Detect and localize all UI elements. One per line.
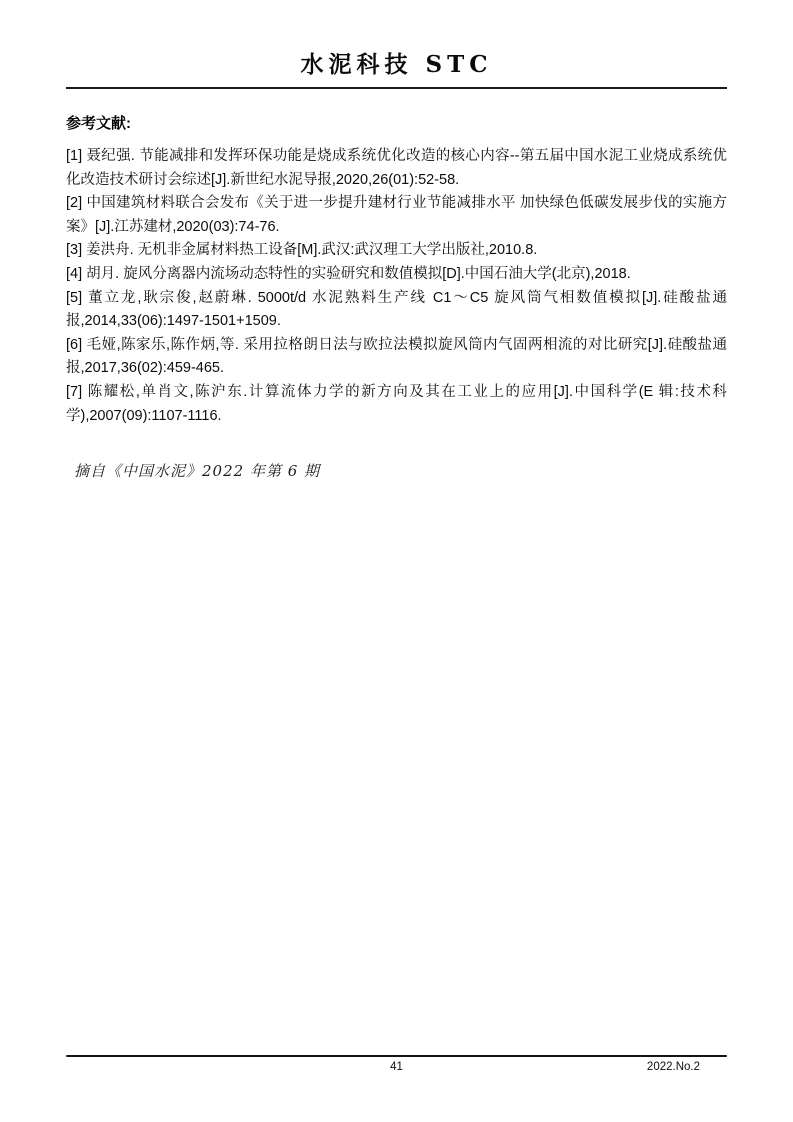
references-heading: 参考文献: xyxy=(66,115,131,132)
reference-item: [4] 胡月. 旋风分离器内流场动态特性的实验研究和数值模拟[D].中国石油大学(北京),2018. xyxy=(66,265,631,282)
reference-item: [7] 陈耀松,单肖文,陈沪东.计算流体力学的新方向及其在工业上的应用[J].中国科学(E 辑:技术科学),2007(09):1107-1116. xyxy=(66,383,727,424)
footer-page-number: 41 xyxy=(390,1061,403,1073)
page-content xyxy=(66,113,727,481)
header-rule xyxy=(66,87,727,89)
reference-item: [5] 董立龙,耿宗俊,赵蔚琳. 5000t/d 水泥熟料生产线 C1～C5 旋风筒气相数值模拟[J].硅酸盐通报,2014,33(06):1497-1501+1509. xyxy=(66,289,727,330)
journal-masthead-title: 水泥科技 STC xyxy=(300,51,493,78)
source-note: 摘自《中国水泥》2022 年第 6 期 xyxy=(74,462,321,481)
footer-issue-label: 2022.No.2 xyxy=(646,1061,700,1073)
reference-item: [2] 中国建筑材料联合会发布《关于进一步提升建材行业节能减排水平 加快绿色低碳发展步伐的实施方案》[J].江苏建材,2020(03):74-76. xyxy=(66,195,727,235)
reference-item: [6] 毛娅,陈家乐,陈作炳,等. 采用拉格朗日法与欧拉法模拟旋风筒内气固两相流的对比研究[J].硅酸盐通报,2017,36(02):459-465. xyxy=(66,336,727,377)
reference-item: [1] 聂纪强. 节能减排和发挥环保功能是烧成系统优化改造的核心内容--第五届中国水泥工业烧成系统优化改造技术研讨会综述[J].新世纪水泥导报,2020,26(01):52-58. xyxy=(66,148,727,188)
footer-rule xyxy=(66,1055,727,1057)
reference-item: [3] 姜洪舟. 无机非金属材料热工设备[M].武汉:武汉理工大学出版社,2010.8. xyxy=(66,242,538,259)
